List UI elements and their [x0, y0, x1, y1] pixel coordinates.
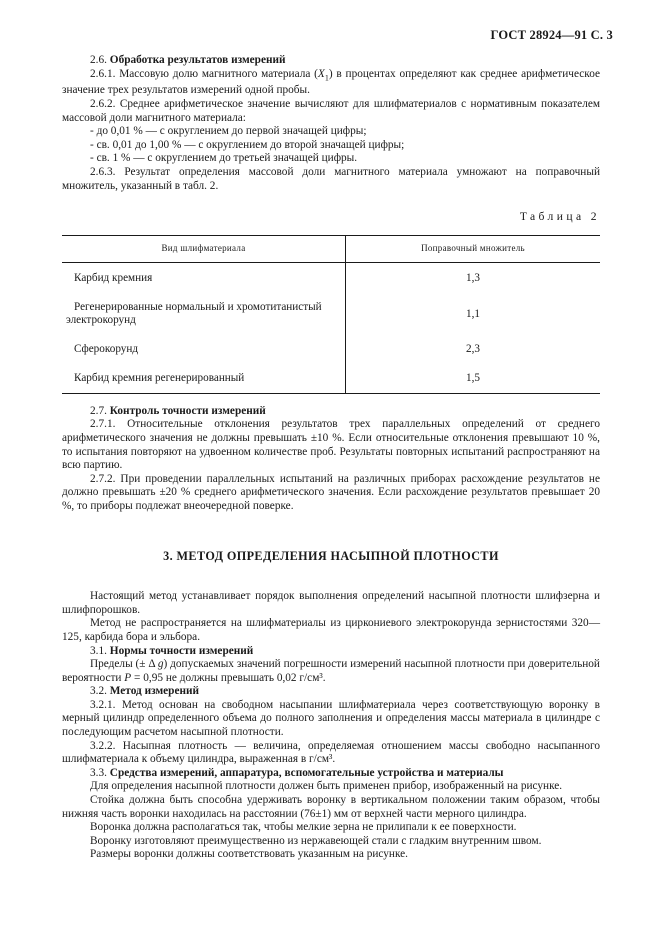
- section-3-3-heading: 3.3. Средства измерений, аппаратура, вспомогательные устройства и материалы: [90, 766, 504, 779]
- paragraph-3-3-device: Для определения насыпной плотности должен быть применен прибор, изображенный на рисунке.: [90, 780, 563, 793]
- paragraph-3-3-funnel-material: Воронку изготовляют преимущественно из нержавеющей стали с гладким внутренним швом.: [90, 834, 542, 847]
- paragraph-3-2-2: 3.2.2. Насыпная плотность — величина, определяемая отношением массы свободно насыпанного шлифматериала к объему цилиндра, выраженная в г/см³.: [62, 739, 600, 766]
- paragraph-3-3-stand: Стойка должна быть способна удерживать воронку в вертикальном положении таким образом, чтобы нижняя часть воронки находилась на расстоянии (76±1) мм от верхней части мерного цилиндра.: [62, 794, 600, 820]
- table-caption: Таблица 2: [519, 210, 600, 224]
- section-3-2-title: Метод измерений: [109, 685, 199, 698]
- paragraph-3-1: Пределы (± Δ g) допускаемых значений погрешности измерений насыпной плотности при доверительной вероятности P = 0,95 не должны превышать 0,02 г/см³.: [62, 658, 600, 684]
- list-item: - до 0,01 % — с округлением до первой значащей цифры;: [90, 125, 367, 138]
- table-2: [62, 235, 600, 394]
- section-3-intro: Настоящий метод устанавливает порядок выполнения определений насыпной плотности шлифзерна и шлифпорошков.: [62, 590, 600, 616]
- section-3-scope: Метод не распространяется на шлифматериалы из циркониевого электрокорунда зернистостями 320—125, карбида бора и эльбора.: [62, 617, 600, 643]
- list-item: - св. 0,01 до 1,00 % — с округлением до второй значащей цифры;: [90, 138, 405, 151]
- paragraph-3-3-funnel-size: Размеры воронки должны соответствовать указанным на рисунке.: [90, 848, 409, 861]
- section-3-1-title: Нормы точности измерений: [109, 644, 254, 657]
- table-row: Карбид кремния регенерированный 1,5: [62, 364, 600, 394]
- table-row: Сферокорунд 2,3: [62, 335, 600, 364]
- document-body: [62, 54, 600, 862]
- section-3-1-heading: 3.1. Нормы точности измерений: [90, 644, 254, 657]
- table-header-material: Вид шлифматериала: [62, 235, 346, 262]
- table-row: Регенерированные нормальный и хромотитанистый электрокорунд 1,1: [62, 293, 600, 335]
- paragraph-2-7-1: 2.7.1. Относительные отклонения результатов трех параллельных определений от среднего арифметического значения не должны превышать ±10 %. Если относительные отклонения превышают 10 %, то испытания повторяют на удвоенном количестве проб. Результаты повторных испытаний распространяют на всю партию.: [62, 418, 600, 472]
- paragraph-2-6-1: 2.6.1. Массовую долю магнитного материала $(X_1)$ в процентах определяют как среднее арифметическое значение трех результатов измерений одной пробы.: [62, 67, 600, 97]
- paragraph-3-2-1: 3.2.1. Метод основан на свободном насыпании шлифматериала через соответствующую воронку в мерный цилиндр определенного объема до полного заполнения и определения массы материала в цилиндре с последующим расчетом насыпной плотности.: [62, 698, 600, 739]
- table-row: Карбид кремния 1,3: [62, 262, 600, 293]
- section-3-3-title: Средства измерений, аппаратура, вспомогательные устройства и материалы: [109, 766, 504, 779]
- paragraph-2-6-3: 2.6.3. Результат определения массовой доли магнитного материала умножают на поправочный множитель, указанный в табл. 2.: [62, 166, 600, 192]
- section-3-2-heading: 3.2. Метод измерений: [90, 685, 199, 698]
- paragraph-2-6-2: 2.6.2. Среднее арифметическое значение вычисляют для шлифматериалов с нормативным показателем массовой доли магнитного материала:: [62, 98, 600, 124]
- section-2-7-title: Контроль точности измерений: [109, 404, 266, 417]
- page-header: ГОСТ 28924—91 С. 3: [490, 28, 613, 42]
- section-3-heading: 3. МЕТОД ОПРЕДЕЛЕНИЯ НАСЫПНОЙ ПЛОТНОСТИ: [163, 548, 499, 563]
- section-2-6-heading: 2.6. Обработка результатов измерений: [90, 54, 286, 66]
- paragraph-2-7-2: 2.7.2. При проведении параллельных испытаний на различных приборах расхождение результатов не должно превышать ±20 % среднего арифметического значения. Если расхождение результатов превышает 20 %, то приборы подлежат внеочередной поверке.: [62, 472, 600, 512]
- section-2-6-title: Обработка результатов измерений: [109, 54, 286, 66]
- paragraph-3-3-funnel-position: Воронка должна располагаться так, чтобы мелкие зерна не прилипали к ее поверхности.: [90, 821, 517, 834]
- list-item: - св. 1 % — с округлением до третьей значащей цифры.: [90, 152, 358, 165]
- table-header-multiplier: Поправочный множитель: [346, 235, 601, 262]
- section-2-7-heading: 2.7. Контроль точности измерений: [90, 404, 266, 417]
